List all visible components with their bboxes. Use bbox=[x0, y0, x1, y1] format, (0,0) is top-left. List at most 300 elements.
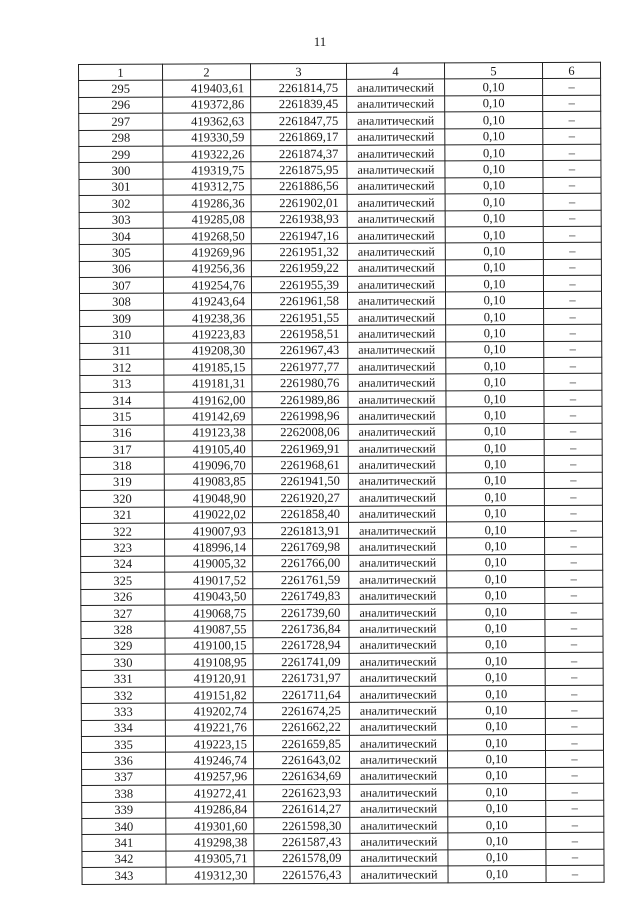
cell-note: – bbox=[545, 652, 603, 669]
cell-x-coordinate: 419048,90 bbox=[164, 490, 252, 507]
coordinates-table-container bbox=[78, 62, 604, 885]
cell-note: – bbox=[546, 800, 604, 817]
cell-point-number: 334 bbox=[81, 720, 165, 737]
cell-method: аналитический bbox=[348, 423, 446, 440]
cell-point-number: 320 bbox=[80, 490, 164, 507]
cell-y-coordinate: 2261980,76 bbox=[252, 375, 348, 392]
cell-note: – bbox=[544, 505, 602, 522]
cell-accuracy: 0,10 bbox=[445, 259, 543, 276]
cell-note: – bbox=[544, 423, 602, 440]
cell-point-number: 298 bbox=[79, 130, 163, 147]
cell-y-coordinate: 2261659,85 bbox=[253, 735, 349, 752]
cell-point-number: 315 bbox=[80, 408, 164, 425]
cell-x-coordinate: 419286,36 bbox=[163, 195, 251, 212]
page-number: 11 bbox=[313, 34, 327, 49]
cell-method: аналитический bbox=[349, 653, 447, 670]
cell-point-number: 335 bbox=[81, 736, 165, 753]
cell-accuracy: 0,10 bbox=[446, 456, 544, 473]
cell-y-coordinate: 2261741,09 bbox=[253, 653, 349, 670]
cell-accuracy: 0,10 bbox=[448, 833, 546, 850]
cell-method: аналитический bbox=[348, 309, 446, 326]
cell-accuracy: 0,10 bbox=[446, 407, 544, 424]
cell-note: – bbox=[544, 439, 602, 456]
column-header-4: 4 bbox=[346, 63, 444, 80]
cell-point-number: 319 bbox=[80, 474, 164, 491]
cell-point-number: 317 bbox=[80, 441, 164, 458]
cell-method: аналитический bbox=[349, 719, 447, 736]
cell-method: аналитический bbox=[349, 686, 447, 703]
cell-point-number: 321 bbox=[80, 507, 164, 524]
cell-point-number: 314 bbox=[80, 392, 164, 409]
cell-method: аналитический bbox=[347, 96, 445, 113]
cell-method: аналитический bbox=[348, 391, 446, 408]
cell-point-number: 328 bbox=[81, 621, 165, 638]
column-header-1: 1 bbox=[79, 64, 163, 81]
cell-note: – bbox=[544, 488, 602, 505]
cell-method: аналитический bbox=[347, 178, 445, 195]
cell-x-coordinate: 419246,74 bbox=[166, 752, 254, 769]
cell-x-coordinate: 419319,75 bbox=[163, 162, 251, 179]
cell-point-number: 326 bbox=[81, 589, 165, 606]
cell-x-coordinate: 419301,60 bbox=[166, 818, 254, 835]
column-header-2: 2 bbox=[163, 64, 251, 81]
cell-x-coordinate: 419202,74 bbox=[165, 703, 253, 720]
cell-point-number: 323 bbox=[81, 539, 165, 556]
cell-note: – bbox=[545, 701, 603, 718]
cell-method: аналитический bbox=[350, 817, 448, 834]
cell-y-coordinate: 2261998,96 bbox=[252, 408, 348, 425]
cell-method: аналитический bbox=[349, 620, 447, 637]
cell-x-coordinate: 419096,70 bbox=[164, 457, 252, 474]
cell-point-number: 338 bbox=[82, 785, 166, 802]
cell-point-number: 316 bbox=[80, 425, 164, 442]
cell-method: аналитический bbox=[350, 866, 448, 883]
cell-accuracy: 0,10 bbox=[447, 653, 545, 670]
cell-y-coordinate: 2261731,97 bbox=[253, 670, 349, 687]
cell-accuracy: 0,10 bbox=[447, 636, 545, 653]
cell-note: – bbox=[544, 406, 602, 423]
cell-note: – bbox=[545, 636, 603, 653]
cell-point-number: 296 bbox=[79, 97, 163, 114]
cell-y-coordinate: 2261989,86 bbox=[252, 391, 348, 408]
cell-method: аналитический bbox=[348, 489, 446, 506]
cell-accuracy: 0,10 bbox=[445, 144, 543, 161]
cell-y-coordinate: 2261951,32 bbox=[251, 244, 347, 261]
cell-note: – bbox=[545, 603, 603, 620]
cell-x-coordinate: 419269,96 bbox=[163, 244, 251, 261]
cell-point-number: 313 bbox=[80, 376, 164, 393]
cell-note: – bbox=[543, 226, 601, 243]
cell-y-coordinate: 2261598,30 bbox=[254, 817, 350, 834]
cell-accuracy: 0,10 bbox=[447, 538, 545, 555]
cell-accuracy: 0,10 bbox=[446, 374, 544, 391]
cell-y-coordinate: 2261643,02 bbox=[254, 752, 350, 769]
cell-x-coordinate: 419254,76 bbox=[163, 277, 251, 294]
cell-method: аналитический bbox=[348, 342, 446, 359]
cell-x-coordinate: 419007,93 bbox=[165, 523, 253, 540]
cell-accuracy: 0,10 bbox=[447, 603, 545, 620]
cell-y-coordinate: 2262008,06 bbox=[252, 424, 348, 441]
cell-y-coordinate: 2261874,37 bbox=[251, 145, 347, 162]
cell-method: аналитический bbox=[350, 751, 448, 768]
cell-x-coordinate: 419151,82 bbox=[165, 687, 253, 704]
cell-y-coordinate: 2261938,93 bbox=[251, 211, 347, 228]
table-body bbox=[79, 79, 604, 884]
cell-x-coordinate: 419322,26 bbox=[163, 146, 251, 163]
cell-point-number: 329 bbox=[81, 638, 165, 655]
cell-method: аналитический bbox=[348, 505, 446, 522]
cell-accuracy: 0,10 bbox=[447, 554, 545, 571]
cell-x-coordinate: 419221,76 bbox=[165, 719, 253, 736]
cell-point-number: 339 bbox=[82, 802, 166, 819]
cell-y-coordinate: 2261711,64 bbox=[253, 686, 349, 703]
cell-note: – bbox=[544, 374, 602, 391]
cell-note: – bbox=[545, 570, 603, 587]
cell-method: аналитический bbox=[348, 325, 446, 342]
cell-note: – bbox=[543, 259, 601, 276]
cell-point-number: 309 bbox=[80, 310, 164, 327]
cell-accuracy: 0,10 bbox=[445, 226, 543, 243]
cell-y-coordinate: 2261814,75 bbox=[251, 80, 347, 97]
cell-y-coordinate: 2261578,09 bbox=[254, 850, 350, 867]
cell-note: – bbox=[543, 210, 601, 227]
cell-method: аналитический bbox=[349, 571, 447, 588]
cell-note: – bbox=[543, 111, 601, 128]
cell-x-coordinate: 419083,85 bbox=[164, 474, 252, 491]
cell-method: аналитический bbox=[348, 440, 446, 457]
cell-y-coordinate: 2261847,75 bbox=[251, 112, 347, 129]
cell-y-coordinate: 2261813,91 bbox=[253, 522, 349, 539]
cell-y-coordinate: 2261969,91 bbox=[252, 440, 348, 457]
cell-note: – bbox=[543, 177, 601, 194]
cell-note: – bbox=[544, 357, 602, 374]
cell-accuracy: 0,10 bbox=[445, 194, 543, 211]
cell-point-number: 295 bbox=[79, 81, 163, 98]
cell-accuracy: 0,10 bbox=[445, 177, 543, 194]
cell-y-coordinate: 2261839,45 bbox=[251, 96, 347, 113]
cell-note: – bbox=[545, 619, 603, 636]
cell-x-coordinate: 419238,36 bbox=[164, 310, 252, 327]
cell-accuracy: 0,10 bbox=[447, 587, 545, 604]
cell-x-coordinate: 419286,84 bbox=[166, 801, 254, 818]
cell-note: – bbox=[544, 341, 602, 358]
cell-note: – bbox=[546, 751, 604, 768]
cell-x-coordinate: 419181,31 bbox=[164, 375, 252, 392]
cell-method: аналитический bbox=[347, 194, 445, 211]
cell-accuracy: 0,10 bbox=[446, 358, 544, 375]
cell-point-number: 299 bbox=[79, 146, 163, 163]
cell-y-coordinate: 2261875,95 bbox=[251, 162, 347, 179]
cell-accuracy: 0,10 bbox=[446, 423, 544, 440]
cell-accuracy: 0,10 bbox=[448, 849, 546, 866]
cell-y-coordinate: 2261961,58 bbox=[252, 293, 348, 310]
cell-y-coordinate: 2261614,27 bbox=[254, 801, 350, 818]
cell-note: – bbox=[546, 767, 604, 784]
cell-point-number: 332 bbox=[81, 687, 165, 704]
cell-accuracy: 0,10 bbox=[446, 341, 544, 358]
cell-point-number: 325 bbox=[81, 572, 165, 589]
cell-note: – bbox=[545, 685, 603, 702]
cell-x-coordinate: 419330,59 bbox=[163, 129, 251, 146]
cell-y-coordinate: 2261766,00 bbox=[253, 555, 349, 572]
cell-y-coordinate: 2261968,61 bbox=[252, 457, 348, 474]
cell-accuracy: 0,10 bbox=[445, 161, 543, 178]
cell-method: аналитический bbox=[347, 112, 445, 129]
cell-x-coordinate: 419285,08 bbox=[163, 211, 251, 228]
cell-accuracy: 0,10 bbox=[445, 292, 543, 309]
cell-accuracy: 0,10 bbox=[446, 325, 544, 342]
cell-note: – bbox=[543, 144, 601, 161]
cell-x-coordinate: 419403,61 bbox=[163, 80, 251, 97]
cell-point-number: 340 bbox=[82, 818, 166, 835]
cell-note: – bbox=[545, 554, 603, 571]
cell-accuracy: 0,10 bbox=[447, 734, 545, 751]
cell-x-coordinate: 419105,40 bbox=[164, 441, 252, 458]
cell-accuracy: 0,10 bbox=[447, 521, 545, 538]
cell-point-number: 300 bbox=[79, 162, 163, 179]
cell-point-number: 311 bbox=[80, 343, 164, 360]
cell-accuracy: 0,10 bbox=[448, 816, 546, 833]
table-row bbox=[82, 865, 604, 884]
cell-note: – bbox=[546, 783, 604, 800]
cell-y-coordinate: 2261959,22 bbox=[251, 260, 347, 277]
cell-accuracy: 0,10 bbox=[448, 751, 546, 768]
cell-accuracy: 0,10 bbox=[446, 439, 544, 456]
cell-y-coordinate: 2261977,77 bbox=[252, 358, 348, 375]
cell-x-coordinate: 419068,75 bbox=[165, 605, 253, 622]
cell-accuracy: 0,10 bbox=[445, 128, 543, 145]
coordinates-table bbox=[78, 62, 605, 885]
cell-y-coordinate: 2261958,51 bbox=[252, 326, 348, 343]
cell-accuracy: 0,10 bbox=[446, 390, 544, 407]
cell-point-number: 327 bbox=[81, 605, 165, 622]
cell-point-number: 307 bbox=[79, 277, 163, 294]
cell-method: аналитический bbox=[348, 374, 446, 391]
cell-x-coordinate: 419087,55 bbox=[165, 621, 253, 638]
cell-x-coordinate: 419312,75 bbox=[163, 178, 251, 195]
cell-accuracy: 0,10 bbox=[446, 505, 544, 522]
cell-x-coordinate: 419223,83 bbox=[164, 326, 252, 343]
cell-point-number: 330 bbox=[81, 654, 165, 671]
cell-method: аналитический bbox=[348, 292, 446, 309]
cell-point-number: 303 bbox=[79, 212, 163, 229]
cell-method: аналитический bbox=[349, 702, 447, 719]
cell-accuracy: 0,10 bbox=[445, 210, 543, 227]
cell-x-coordinate: 419162,00 bbox=[164, 392, 252, 409]
cell-method: аналитический bbox=[347, 260, 445, 277]
cell-method: аналитический bbox=[350, 784, 448, 801]
cell-method: аналитический bbox=[348, 456, 446, 473]
cell-point-number: 343 bbox=[82, 867, 166, 884]
cell-x-coordinate: 419005,32 bbox=[165, 555, 253, 572]
cell-y-coordinate: 2261623,93 bbox=[254, 785, 350, 802]
cell-x-coordinate: 419268,50 bbox=[163, 228, 251, 245]
cell-method: аналитический bbox=[347, 243, 445, 260]
cell-method: аналитический bbox=[350, 850, 448, 867]
cell-accuracy: 0,10 bbox=[447, 571, 545, 588]
cell-x-coordinate: 419257,96 bbox=[166, 769, 254, 786]
cell-x-coordinate: 419208,30 bbox=[164, 342, 252, 359]
cell-point-number: 336 bbox=[82, 753, 166, 770]
cell-point-number: 322 bbox=[81, 523, 165, 540]
cell-method: аналитический bbox=[347, 227, 445, 244]
cell-x-coordinate: 419256,36 bbox=[163, 260, 251, 277]
cell-x-coordinate: 419022,02 bbox=[164, 506, 252, 523]
cell-note: – bbox=[544, 456, 602, 473]
cell-point-number: 297 bbox=[79, 113, 163, 130]
cell-method: аналитический bbox=[350, 800, 448, 817]
cell-note: – bbox=[543, 243, 601, 260]
cell-x-coordinate: 419272,41 bbox=[166, 785, 254, 802]
cell-accuracy: 0,10 bbox=[448, 800, 546, 817]
cell-accuracy: 0,10 bbox=[445, 243, 543, 260]
cell-y-coordinate: 2261869,17 bbox=[251, 129, 347, 146]
cell-accuracy: 0,10 bbox=[446, 489, 544, 506]
cell-x-coordinate: 419243,64 bbox=[164, 293, 252, 310]
cell-method: аналитический bbox=[348, 358, 446, 375]
cell-note: – bbox=[545, 669, 603, 686]
cell-note: – bbox=[545, 521, 603, 538]
cell-x-coordinate: 419185,15 bbox=[164, 359, 252, 376]
cell-note: – bbox=[543, 95, 601, 112]
cell-point-number: 301 bbox=[79, 179, 163, 196]
cell-point-number: 324 bbox=[81, 556, 165, 573]
cell-x-coordinate: 419372,86 bbox=[163, 97, 251, 114]
column-header-3: 3 bbox=[251, 63, 347, 80]
cell-accuracy: 0,10 bbox=[447, 669, 545, 686]
cell-y-coordinate: 2261947,16 bbox=[251, 227, 347, 244]
cell-note: – bbox=[545, 734, 603, 751]
cell-y-coordinate: 2261955,39 bbox=[251, 276, 347, 293]
cell-point-number: 318 bbox=[80, 458, 164, 475]
cell-method: аналитический bbox=[349, 735, 447, 752]
cell-accuracy: 0,10 bbox=[447, 718, 545, 735]
cell-note: – bbox=[544, 308, 602, 325]
cell-x-coordinate: 419043,50 bbox=[165, 588, 253, 605]
cell-y-coordinate: 2261736,84 bbox=[253, 621, 349, 638]
cell-y-coordinate: 2261749,83 bbox=[253, 588, 349, 605]
cell-y-coordinate: 2261739,60 bbox=[253, 604, 349, 621]
cell-method: аналитический bbox=[347, 128, 445, 145]
cell-point-number: 308 bbox=[80, 294, 164, 311]
cell-x-coordinate: 418996,14 bbox=[165, 539, 253, 556]
cell-method: аналитический bbox=[347, 161, 445, 178]
cell-note: – bbox=[545, 718, 603, 735]
cell-x-coordinate: 419142,69 bbox=[164, 408, 252, 425]
cell-y-coordinate: 2261587,43 bbox=[254, 834, 350, 851]
cell-y-coordinate: 2261920,27 bbox=[252, 489, 348, 506]
cell-accuracy: 0,10 bbox=[447, 702, 545, 719]
cell-accuracy: 0,10 bbox=[445, 276, 543, 293]
cell-x-coordinate: 419120,91 bbox=[165, 670, 253, 687]
cell-point-number: 302 bbox=[79, 195, 163, 212]
cell-accuracy: 0,10 bbox=[448, 866, 546, 883]
cell-x-coordinate: 419100,15 bbox=[165, 637, 253, 654]
cell-note: – bbox=[543, 79, 601, 96]
cell-y-coordinate: 2261967,43 bbox=[252, 342, 348, 359]
cell-y-coordinate: 2261674,25 bbox=[253, 703, 349, 720]
cell-y-coordinate: 2261902,01 bbox=[251, 194, 347, 211]
cell-method: аналитический bbox=[349, 637, 447, 654]
cell-x-coordinate: 419123,38 bbox=[164, 424, 252, 441]
cell-y-coordinate: 2261858,40 bbox=[252, 506, 348, 523]
cell-method: аналитический bbox=[347, 210, 445, 227]
cell-note: – bbox=[546, 833, 604, 850]
cell-note: – bbox=[546, 865, 604, 882]
cell-note: – bbox=[543, 275, 601, 292]
cell-note: – bbox=[544, 390, 602, 407]
cell-y-coordinate: 2261634,69 bbox=[254, 768, 350, 785]
cell-accuracy: 0,10 bbox=[448, 784, 546, 801]
cell-note: – bbox=[543, 161, 601, 178]
cell-point-number: 333 bbox=[81, 703, 165, 720]
cell-y-coordinate: 2261576,43 bbox=[254, 866, 350, 883]
cell-method: аналитический bbox=[350, 833, 448, 850]
cell-y-coordinate: 2261951,55 bbox=[252, 309, 348, 326]
cell-method: аналитический bbox=[349, 522, 447, 539]
cell-x-coordinate: 419223,15 bbox=[165, 736, 253, 753]
cell-method: аналитический bbox=[349, 604, 447, 621]
cell-method: аналитический bbox=[347, 276, 445, 293]
cell-accuracy: 0,10 bbox=[445, 79, 543, 96]
cell-point-number: 312 bbox=[80, 359, 164, 376]
cell-note: – bbox=[543, 193, 601, 210]
cell-accuracy: 0,10 bbox=[448, 767, 546, 784]
cell-method: аналитический bbox=[349, 587, 447, 604]
cell-accuracy: 0,10 bbox=[445, 112, 543, 129]
cell-y-coordinate: 2261761,59 bbox=[253, 571, 349, 588]
cell-method: аналитический bbox=[349, 555, 447, 572]
cell-point-number: 337 bbox=[82, 769, 166, 786]
cell-method: аналитический bbox=[348, 473, 446, 490]
cell-method: аналитический bbox=[350, 768, 448, 785]
cell-method: аналитический bbox=[347, 145, 445, 162]
cell-x-coordinate: 419305,71 bbox=[166, 850, 254, 867]
cell-y-coordinate: 2261941,50 bbox=[252, 473, 348, 490]
cell-note: – bbox=[544, 324, 602, 341]
cell-x-coordinate: 419362,63 bbox=[163, 113, 251, 130]
cell-note: – bbox=[544, 472, 602, 489]
cell-point-number: 306 bbox=[79, 261, 163, 278]
cell-accuracy: 0,10 bbox=[445, 95, 543, 112]
cell-method: аналитический bbox=[349, 538, 447, 555]
cell-note: – bbox=[543, 128, 601, 145]
cell-point-number: 342 bbox=[82, 851, 166, 868]
cell-point-number: 304 bbox=[79, 228, 163, 245]
cell-method: аналитический bbox=[347, 79, 445, 96]
cell-method: аналитический bbox=[348, 407, 446, 424]
cell-note: – bbox=[546, 849, 604, 866]
cell-y-coordinate: 2261769,98 bbox=[253, 539, 349, 556]
cell-point-number: 331 bbox=[81, 671, 165, 688]
column-header-6: 6 bbox=[542, 62, 600, 79]
cell-note: – bbox=[543, 292, 601, 309]
cell-point-number: 341 bbox=[82, 834, 166, 851]
cell-x-coordinate: 419312,30 bbox=[166, 867, 254, 884]
cell-y-coordinate: 2261728,94 bbox=[253, 637, 349, 654]
cell-note: – bbox=[546, 816, 604, 833]
cell-y-coordinate: 2261886,56 bbox=[251, 178, 347, 195]
cell-accuracy: 0,10 bbox=[446, 308, 544, 325]
cell-note: – bbox=[545, 587, 603, 604]
cell-y-coordinate: 2261662,22 bbox=[253, 719, 349, 736]
cell-point-number: 310 bbox=[80, 326, 164, 343]
cell-note: – bbox=[545, 538, 603, 555]
cell-point-number: 305 bbox=[79, 244, 163, 261]
cell-method: аналитический bbox=[349, 669, 447, 686]
cell-x-coordinate: 419017,52 bbox=[165, 572, 253, 589]
column-header-5: 5 bbox=[444, 62, 542, 79]
